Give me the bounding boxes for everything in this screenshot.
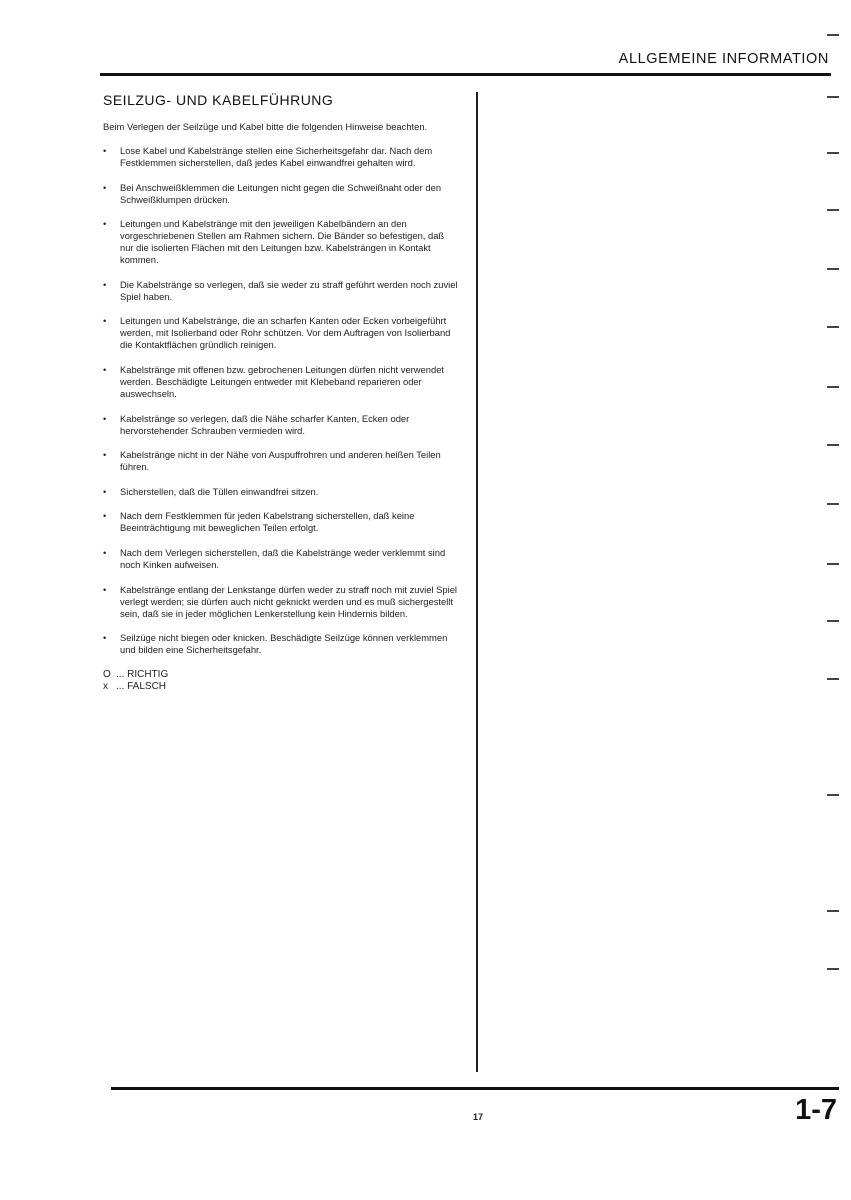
cable-routing-section bbox=[103, 92, 458, 693]
list-item bbox=[103, 449, 458, 473]
list-item-text: Kabelstränge entlang der Lenkstange dürfen weder zu straff noch mit zuviel Spiel verlegt werden; sie dürfen auch nicht geknickt werden und es muß sichergestellt sein, daß sie in jeder möglichen Lenkerstellung kein Hindernis bilden. bbox=[120, 583, 458, 619]
list-item-text: Nach dem Festklemmen für jeden Kabelstrang sicherstellen, daß keine Beeinträchtigung mit beweglichen Teilen erfolgt. bbox=[120, 510, 415, 534]
edge-mark bbox=[827, 678, 839, 680]
header-rule bbox=[100, 73, 831, 76]
list-item bbox=[103, 547, 458, 571]
footer-rule bbox=[111, 1087, 839, 1090]
bullet-icon: • bbox=[103, 510, 107, 522]
list-item-text: Sicherstellen, daß die Tüllen einwandfrei sitzen. bbox=[120, 485, 319, 497]
bullet-icon: • bbox=[103, 218, 107, 230]
legend-row-wrong bbox=[103, 681, 458, 693]
list-item bbox=[103, 218, 458, 266]
edge-mark bbox=[827, 152, 839, 154]
edge-mark bbox=[827, 326, 839, 328]
edge-mark bbox=[827, 794, 839, 796]
list-item bbox=[103, 632, 458, 656]
edge-mark bbox=[827, 910, 839, 912]
list-item-text: Die Kabelstränge so verlegen, daß sie weder zu straff geführt werden noch zuviel Spiel haben. bbox=[120, 278, 458, 302]
circle-icon: O bbox=[103, 668, 111, 680]
bullet-icon: • bbox=[103, 449, 107, 461]
list-item bbox=[103, 413, 458, 437]
page-number: 17 bbox=[473, 1112, 484, 1122]
edge-mark bbox=[827, 503, 839, 505]
list-item-text: Kabelstränge nicht in der Nähe von Auspuffrohren und anderen heißen Teilen führen. bbox=[120, 449, 441, 473]
section-title: SEILZUG- UND KABELFÜHRUNG bbox=[103, 92, 334, 108]
list-item bbox=[103, 510, 458, 534]
column-divider bbox=[476, 92, 478, 1072]
list-item-text: Seilzüge nicht biegen oder knicken. Beschädigte Seilzüge können verklemmen und bilden eine Sicherheitsgefahr. bbox=[120, 632, 448, 656]
bullet-icon: • bbox=[103, 583, 107, 595]
list-item-text: Nach dem Verlegen sicherstellen, daß die Kabelstränge weder verklemmt sind noch Kinken aufweisen. bbox=[120, 546, 446, 570]
edge-mark bbox=[827, 268, 839, 270]
page-code: 1-7 bbox=[795, 1094, 837, 1126]
page-header-title: ALLGEMEINE INFORMATION bbox=[618, 51, 829, 67]
list-item bbox=[103, 145, 458, 169]
bullet-icon: • bbox=[103, 315, 107, 327]
bullet-icon: • bbox=[103, 485, 107, 497]
instruction-list bbox=[103, 145, 458, 656]
list-item bbox=[103, 279, 458, 303]
bullet-icon: • bbox=[103, 546, 107, 558]
list-item-text: Leitungen und Kabelstränge, die an scharfen Kanten oder Ecken vorbeigeführt werden, mit Isolierband oder Rohr schützen. Vor dem Auftragen von Isolierband die Kontaktflächen gründlich reinigen. bbox=[120, 315, 451, 351]
list-item-text: Bei Anschweißklemmen die Leitungen nicht gegen die Schweißnaht oder den Schweißklumpen drücken. bbox=[120, 181, 442, 205]
bullet-icon: • bbox=[103, 145, 107, 156]
edge-mark bbox=[827, 96, 839, 98]
edge-mark bbox=[827, 563, 839, 565]
list-item bbox=[103, 364, 458, 400]
list-item bbox=[103, 182, 458, 206]
list-item-text: Lose Kabel und Kabelstränge stellen eine Sicherheitsgefahr dar. Nach dem Festklemmen sicherstellen, daß jedes Kabel einwandfrei gehalten wird. bbox=[120, 145, 433, 168]
bullet-icon: • bbox=[103, 181, 107, 193]
edge-mark bbox=[827, 34, 839, 36]
edge-mark bbox=[827, 209, 839, 211]
list-item bbox=[103, 315, 458, 351]
legend-row-correct bbox=[103, 669, 458, 681]
list-item-text: Leitungen und Kabelstränge mit den jeweiligen Kabelbändern an den vorgeschriebenen Stellen am Rahmen sichern. Die Bänder so befestigen, daß nur die isolierten Flächen mit den Leitungen bzw. Kabelsträngen in Kontakt kommen. bbox=[120, 218, 445, 266]
edge-mark bbox=[827, 620, 839, 622]
edge-mark bbox=[827, 386, 839, 388]
list-item-text: Kabelstränge mit offenen bzw. gebrochenen Leitungen dürfen nicht verwendet werden. Beschädigte Leitungen entweder mit Klebeband reparieren oder auswechseln. bbox=[120, 363, 445, 399]
list-item-text: Kabelstränge so verlegen, daß die Nähe scharfer Kanten, Ecken oder hervorstehender Schrauben vermieden wird. bbox=[120, 412, 410, 436]
list-item bbox=[103, 486, 458, 498]
cross-icon: x bbox=[103, 680, 108, 692]
list-item bbox=[103, 584, 458, 620]
section-intro: Beim Verlegen der Seilzüge und Kabel bitte die folgenden Hinweise beachten. bbox=[103, 121, 428, 132]
bullet-icon: • bbox=[103, 278, 107, 290]
bullet-icon: • bbox=[103, 632, 107, 644]
bullet-icon: • bbox=[103, 363, 107, 375]
edge-mark bbox=[827, 968, 839, 970]
edge-mark bbox=[827, 444, 839, 446]
legend-label: ... RICHTIG bbox=[116, 668, 169, 680]
bullet-icon: • bbox=[103, 412, 107, 424]
legend bbox=[103, 669, 458, 693]
legend-label: ... FALSCH bbox=[116, 680, 167, 692]
